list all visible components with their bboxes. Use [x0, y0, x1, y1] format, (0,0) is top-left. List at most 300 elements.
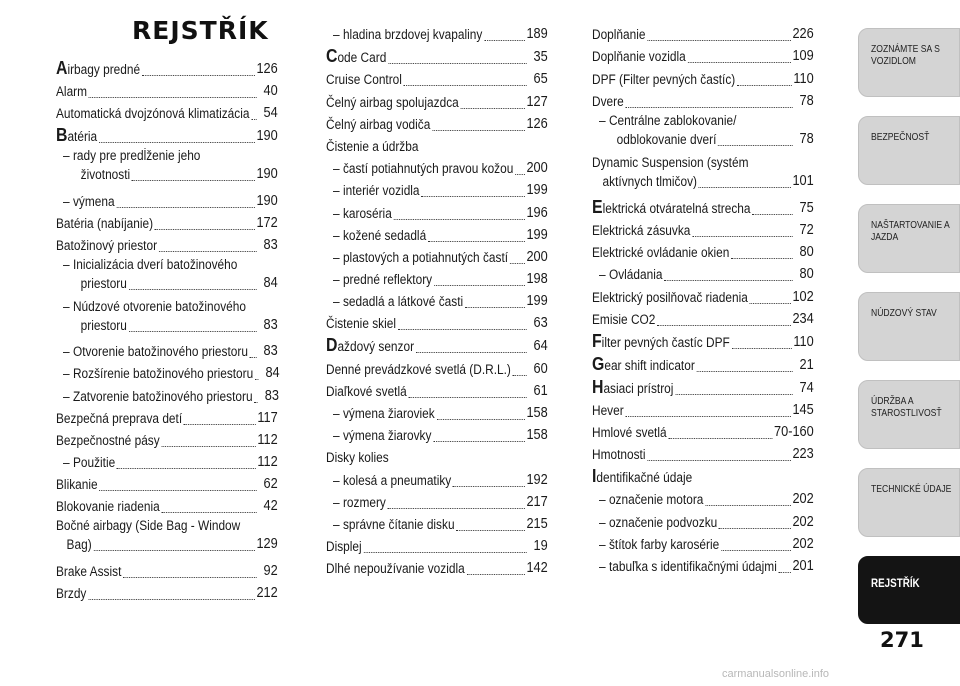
index-entry: [326, 512, 548, 534]
leader-dots: [416, 351, 527, 353]
leader-dots: [117, 467, 256, 469]
index-entry-label: – Použitie: [63, 455, 116, 471]
index-entry-label-cont: odblokovanie dverí: [616, 131, 717, 147]
index-entry-label: – Zatvorenie batožinového priestoru: [63, 388, 253, 404]
leader-dots: [657, 324, 791, 326]
index-entry: [56, 146, 278, 188]
index-entry: [326, 423, 548, 445]
index-entry: [326, 556, 548, 578]
page-ref: 201: [792, 558, 814, 574]
index-entry: [56, 361, 278, 383]
index-entry-label: [326, 47, 386, 67]
index-entry-continuation: [56, 316, 278, 335]
index-entry-label: Denné prevádzkové svetlá (D.R.L.): [326, 361, 511, 377]
page-ref: 62: [263, 476, 278, 493]
index-entry: [592, 442, 814, 464]
index-entry: [56, 383, 278, 405]
index-entry: [326, 44, 548, 67]
leader-dots: [647, 459, 790, 461]
page-ref: 80: [799, 266, 814, 283]
watermark: carmanualsonline.info: [722, 668, 830, 680]
leader-dots: [129, 288, 257, 290]
index-entry-label: DPF (Filter pevných častíc): [592, 71, 736, 87]
index-entry: [326, 89, 548, 111]
page-ref: 83: [263, 236, 278, 253]
leader-dots: [465, 306, 525, 308]
leader-dots: [513, 374, 527, 376]
leader-dots: [89, 96, 257, 98]
index-entry: [56, 188, 278, 210]
index-entry-label: Bočné airbagy (Side Bag - Window: [56, 518, 241, 534]
index-entry-label: – kolesá a pneumatiky: [333, 472, 452, 488]
index-entry: [326, 467, 548, 489]
index-entry-label: – Núdzové otvorenie batožinového: [63, 298, 246, 314]
index-entry: [56, 339, 278, 361]
index-entry-label: [592, 355, 695, 375]
index-entry: [326, 134, 548, 156]
index-entry-label: – rozmery: [333, 494, 386, 510]
leader-dots: [625, 415, 790, 417]
index-entry-label: Batožinový priestor: [56, 237, 158, 253]
initial-letter: D: [326, 335, 338, 356]
index-entry: [326, 401, 548, 423]
index-entry-text: irbagy predné: [67, 62, 141, 77]
index-entry-label: [326, 336, 414, 356]
index-entry-label: – kožené sedadlá: [333, 227, 427, 243]
index-entry-label: Bezpečná preprava detí: [56, 410, 183, 426]
index-entry: [592, 509, 814, 531]
index-entry: [326, 445, 548, 467]
page-ref: 102: [792, 288, 814, 305]
leader-dots: [432, 129, 525, 131]
leader-dots: [750, 302, 791, 304]
index-entry-label: Hmotnosti: [592, 447, 646, 463]
page-ref: 199: [526, 226, 548, 243]
page-ref: 196: [526, 204, 548, 221]
index-entry: [326, 200, 548, 222]
page-ref: 217: [526, 493, 548, 510]
index-entry: [56, 516, 278, 558]
page-ref: 158: [526, 405, 548, 421]
index-entry-label: – správne čítanie disku: [333, 516, 455, 532]
page-ref: 80: [799, 244, 814, 261]
index-entry: [56, 297, 278, 339]
leader-dots: [398, 328, 527, 330]
leader-dots: [251, 118, 256, 120]
index-entry-label: – sedadlá a látkové časti: [333, 294, 464, 310]
index-entry-text: ode Card: [337, 50, 387, 66]
index-entry-label: – Centrálne zablokovanie/: [599, 112, 737, 128]
index-entry-label: Blikanie: [56, 477, 98, 493]
page-ref: 190: [256, 192, 278, 209]
index-entry: [592, 420, 814, 442]
leader-dots: [705, 504, 791, 506]
leader-dots: [647, 39, 790, 41]
index-entry: [56, 472, 278, 494]
leader-dots: [456, 529, 524, 531]
tab-label: BEZPEČNOSŤ: [871, 131, 930, 143]
index-entry-label: [592, 378, 673, 398]
index-entry-label: – označenie motora: [599, 492, 704, 508]
leader-dots: [142, 74, 255, 76]
index-entry: [56, 211, 278, 233]
leader-dots: [123, 576, 257, 578]
page-ref: 78: [799, 92, 814, 109]
page-ref: 158: [526, 427, 548, 444]
page-ref: 61: [533, 382, 548, 399]
tab-zoznamte-sa-s-vozidlom[interactable]: [858, 28, 960, 97]
index-entry: [592, 284, 814, 306]
index-column-3: [592, 22, 814, 576]
leader-dots: [250, 356, 257, 358]
initial-letter: C: [326, 46, 338, 67]
initial-letter: F: [592, 330, 602, 351]
leader-dots: [155, 228, 255, 230]
index-entry-label: Čelný airbag vodiča: [326, 116, 431, 132]
index-entry: [592, 398, 814, 420]
index-entry: [592, 464, 814, 487]
leader-dots: [255, 378, 259, 380]
index-entry: [56, 56, 278, 79]
leader-dots: [428, 240, 525, 242]
page-ref: 110: [793, 70, 814, 87]
index-entry-label: – rady pre predĺženie jeho: [63, 148, 201, 164]
index-entry: [56, 450, 278, 472]
initial-letter: I: [592, 466, 597, 487]
leader-dots: [161, 445, 255, 447]
page-ref: 190: [256, 166, 278, 183]
index-entry-label: Čistenie skiel: [326, 316, 396, 332]
index-entry-label: Batéria (nabíjanie): [56, 215, 154, 231]
leader-dots: [718, 144, 793, 146]
page-ref: 202: [792, 491, 814, 508]
page-ref: 199: [526, 293, 548, 310]
leader-dots: [161, 511, 256, 513]
index-entry-label: Automatická dvojzónová klimatizácia: [56, 106, 250, 122]
index-entry-label: Hmlové svetlá: [592, 425, 667, 441]
tab-label: NÚDZOVÝ STAV: [871, 307, 937, 319]
index-entry-continuation: [56, 274, 278, 293]
page-ref: 92: [263, 562, 278, 579]
index-entry-text: aždový senzor: [337, 339, 415, 355]
index-entry-label: – Rozšírenie batožinového priestoru: [63, 366, 254, 382]
page-ref: 192: [526, 471, 548, 488]
leader-dots: [688, 61, 791, 63]
tab-label: ÚDRŽBA A STAROSTLIVOSŤ: [871, 395, 942, 419]
leader-dots: [625, 106, 792, 108]
page-ref: 212: [256, 584, 278, 601]
index-entry: [326, 112, 548, 134]
index-entry: [592, 329, 814, 352]
leader-dots: [721, 549, 791, 551]
page-ref: 234: [792, 310, 814, 327]
index-entry: [56, 255, 278, 297]
leader-dots: [719, 527, 791, 529]
index-entry: [592, 307, 814, 329]
index-entry: [592, 487, 814, 509]
index-entry-label: – predné reflektory: [333, 272, 433, 288]
page-ref: 21: [799, 356, 814, 373]
page-ref: 215: [526, 515, 548, 532]
page-ref: 19: [533, 538, 548, 555]
leader-dots: [408, 396, 526, 398]
index-entry-label: – častí potiahnutých pravou kožou: [333, 161, 514, 177]
index-entry: [326, 245, 548, 267]
index-entry-label: Dvere: [592, 93, 624, 109]
page-ref: 42: [263, 498, 278, 515]
page-ref: 40: [263, 83, 278, 100]
page-ref: 172: [256, 214, 278, 231]
tab-nudzovy-stav[interactable]: [858, 292, 960, 361]
index-entry: [592, 262, 814, 284]
page-ref: 112: [257, 431, 278, 448]
index-entry-continuation: [592, 130, 814, 149]
page-ref: 109: [792, 48, 814, 65]
page-ref: 63: [533, 315, 548, 332]
leader-dots: [461, 107, 525, 109]
index-entry-label: Čistenie a údržba: [326, 138, 419, 154]
leader-dots: [697, 370, 793, 372]
index-entry: [56, 79, 278, 101]
leader-dots: [731, 257, 793, 259]
page-ref: 189: [526, 26, 548, 43]
index-entry: [592, 532, 814, 554]
index-entry: [592, 111, 814, 153]
leader-dots: [93, 549, 254, 551]
index-entry: [326, 311, 548, 333]
index-entry: [56, 406, 278, 428]
tab-udrzba-a-starostlivost[interactable]: [858, 380, 960, 449]
page-ref: 126: [526, 115, 548, 132]
leader-dots: [664, 279, 792, 281]
page-ref: 78: [799, 130, 814, 147]
tab-label: REJSTŘÍK: [871, 576, 920, 590]
index-entry-label-cont: priestoru: [80, 317, 127, 333]
index-entry-label: [592, 467, 692, 487]
index-entry-label-cont: priestoru: [80, 275, 127, 291]
initial-letter: H: [592, 376, 604, 397]
index-entry-label-cont: životnosti: [80, 167, 131, 183]
initial-letter: A: [56, 58, 68, 78]
leader-dots: [184, 423, 256, 425]
index-entry: [592, 218, 814, 240]
index-entry-label-cont: Bag): [66, 537, 92, 553]
index-entry-label: Doplňanie vozidla: [592, 49, 686, 65]
chapter-tabs: [858, 0, 960, 686]
index-entry-label: Diaľkové svetlá: [326, 383, 407, 399]
index-entry-label: Elektrické ovládanie okien: [592, 245, 730, 261]
index-entry-label: [592, 198, 750, 218]
leader-dots: [388, 62, 527, 64]
index-entry-label: – štítok farby karosérie: [599, 536, 720, 552]
leader-dots: [132, 179, 255, 181]
index-entry: [56, 233, 278, 255]
page-ref: 112: [257, 454, 278, 471]
leader-dots: [88, 598, 255, 600]
page-number: 271: [880, 628, 924, 652]
page-ref: 110: [793, 333, 814, 350]
index-entry-label: Doplňanie: [592, 27, 646, 43]
leader-dots: [779, 571, 791, 573]
leader-dots: [434, 284, 525, 286]
index-entry-label: Brake Assist: [56, 563, 122, 579]
page-ref: 84: [265, 365, 280, 382]
index-entry: [592, 554, 814, 576]
initial-letter: B: [56, 125, 68, 146]
leader-dots: [421, 195, 524, 197]
index-entry: [56, 558, 278, 580]
index-entry-label: Hever: [592, 402, 624, 418]
index-entry-text: atéria: [67, 129, 98, 145]
index-entry-label: Bezpečnostné pásy: [56, 432, 160, 448]
index-entry: [326, 67, 548, 89]
leader-dots: [737, 84, 792, 86]
page-ref: 200: [526, 248, 548, 265]
page-ref: 202: [792, 535, 814, 552]
leader-dots: [159, 250, 257, 252]
index-entry: [56, 123, 278, 146]
index-entry-text: lektrická otváratelná strecha: [602, 200, 751, 216]
index-entry-text: asiaci prístroj: [603, 380, 674, 396]
index-entry: [326, 289, 548, 311]
page-ref: 83: [263, 343, 278, 360]
page-ref: 83: [264, 387, 279, 404]
index-entry: [592, 22, 814, 44]
index-entry-label: Alarm: [56, 84, 88, 100]
index-entry-label: [56, 59, 140, 79]
leader-dots: [484, 39, 525, 41]
page-ref: 129: [256, 536, 278, 553]
leader-dots: [254, 401, 258, 403]
index-entry-label: Blokovanie riadenia: [56, 499, 160, 515]
index-entry: [592, 66, 814, 88]
index-entry-label: Elektrický posilňovač riadenia: [592, 289, 748, 305]
index-entry-label: [56, 126, 97, 146]
index-entry-label: Disky kolies: [326, 450, 389, 466]
index-entry: [326, 490, 548, 512]
index-entry-label: – Otvorenie batožinového priestoru: [63, 344, 248, 360]
initial-letter: G: [592, 353, 605, 374]
page-ref: 35: [533, 49, 548, 66]
leader-dots: [732, 347, 792, 349]
index-entry: [326, 379, 548, 401]
leader-dots: [699, 186, 791, 188]
index-entry: [326, 534, 548, 556]
index-entry-label: [592, 332, 730, 352]
index-entry-continuation: [56, 535, 278, 554]
index-entry-label: – výmena: [63, 193, 115, 209]
index-entry: [56, 581, 278, 603]
index-entry-label: – karoséria: [333, 205, 392, 221]
index-entry: [326, 156, 548, 178]
leader-dots: [466, 573, 524, 575]
index-entry: [592, 240, 814, 262]
leader-dots: [394, 218, 525, 220]
index-entry-label: Čelný airbag spolujazdca: [326, 94, 459, 110]
page-ref: 199: [526, 182, 548, 199]
page-ref: 145: [792, 401, 814, 418]
index-entry-label: Cruise Control: [326, 72, 402, 88]
page-ref: 101: [792, 172, 814, 189]
index-entry-label: – výmena žiarovky: [333, 428, 432, 444]
index-entry: [326, 333, 548, 356]
initial-letter: E: [592, 196, 603, 217]
index-entry: [326, 178, 548, 200]
page-ref: 127: [526, 93, 548, 110]
page-ref: 223: [792, 446, 814, 463]
page-ref: 226: [792, 26, 814, 43]
tab-label: NAŠTARTOVANIE A JAZDA: [871, 219, 950, 243]
leader-dots: [453, 485, 525, 487]
leader-dots: [515, 173, 525, 175]
tab-nastartovanie-a-jazda[interactable]: [858, 204, 960, 273]
leader-dots: [675, 393, 792, 395]
page-ref: 74: [799, 379, 814, 396]
tab-rejstrik[interactable]: [858, 556, 960, 624]
page-ref: 84: [263, 274, 278, 291]
index-entry-text: ilter pevných častíc DPF: [601, 334, 730, 350]
leader-dots: [388, 507, 525, 509]
index-entry-continuation: [592, 172, 814, 191]
page-ref: 126: [256, 61, 278, 77]
tab-label: TECHNICKÉ ÚDAJE: [871, 483, 952, 495]
page-ref: 198: [526, 271, 548, 288]
page-ref: 72: [799, 221, 814, 238]
leader-dots: [116, 206, 254, 208]
leader-dots: [510, 262, 525, 264]
index-entry-label: – Inicializácia dverí batožinového: [63, 256, 238, 272]
index-entry-label: – hladina brzdovej kvapaliny: [333, 27, 483, 43]
index-entry-label: Brzdy: [56, 585, 87, 601]
index-entry: [592, 44, 814, 66]
index-entry: [56, 101, 278, 123]
index-entry-label: Dlhé nepoužívanie vozidla: [326, 561, 465, 577]
leader-dots: [752, 213, 792, 215]
page-ref: 60: [533, 360, 548, 377]
page-ref: 142: [526, 560, 548, 577]
index-entry: [592, 375, 814, 398]
page-ref: 65: [533, 71, 548, 88]
leader-dots: [436, 418, 524, 420]
index-entry: [592, 195, 814, 218]
page-ref: 83: [263, 316, 278, 333]
page-ref: 70-160: [774, 424, 814, 441]
index-entry: [326, 267, 548, 289]
index-entry-label: – Ovládania: [599, 267, 663, 283]
index-column-2: [326, 22, 548, 578]
index-entry-label: – interiér vozidla: [333, 183, 420, 199]
index-entry-label: – výmena žiaroviek: [333, 406, 435, 421]
tab-bezpecnost[interactable]: [858, 116, 960, 185]
index-entry: [592, 352, 814, 375]
page-ref: 64: [533, 338, 548, 355]
leader-dots: [129, 330, 257, 332]
leader-dots: [99, 141, 255, 143]
page-ref: 54: [263, 105, 278, 122]
tab-label: ZOZNÁMTE SA S VOZIDLOM: [871, 43, 940, 67]
page-ref: 75: [799, 199, 814, 216]
page-ref: 117: [257, 409, 278, 426]
page-ref: 190: [256, 128, 278, 145]
index-entry-label-cont: aktívnych tlmičov): [602, 173, 697, 189]
index-entry-label: Displej: [326, 539, 362, 555]
index-entry: [56, 428, 278, 450]
tab-technicke-udaje[interactable]: [858, 468, 960, 537]
index-entry-label: Elektrická zásuvka: [592, 222, 691, 238]
index-entry-text: dentifikačné údaje: [596, 470, 693, 486]
page-ref: 200: [526, 160, 548, 177]
index-entry: [326, 223, 548, 245]
